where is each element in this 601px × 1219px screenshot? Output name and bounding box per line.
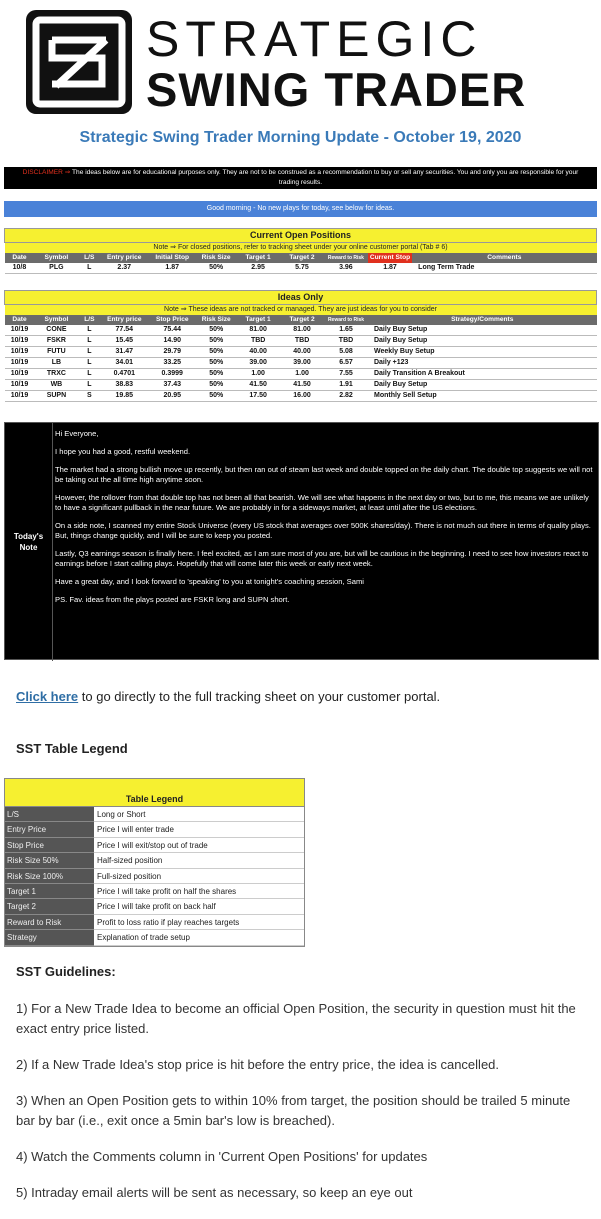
table-cell: 1.87 — [148, 263, 196, 274]
table-cell: 75.44 — [148, 325, 196, 336]
table-cell: Daily Buy Setup — [368, 380, 597, 391]
table-cell: 10/8 — [5, 263, 35, 274]
ideas-col-header: Target 1 — [236, 315, 280, 325]
legend-row — [5, 822, 304, 837]
table-cell: 39.00 — [236, 358, 280, 369]
ideas-col-header: Strategy/Comments — [368, 315, 597, 325]
guideline-item: 1) For a New Trade Idea to become an official Open Position, the security in question must hit the exact entry price listed. — [16, 1001, 576, 1036]
legend-heading: SST Table Legend — [16, 741, 128, 756]
guideline-item: 2) If a New Trade Idea's stop price is hit before the entry price, the idea is cancelled. — [16, 1057, 500, 1072]
legend-key: Target 1 — [5, 884, 94, 899]
table-cell: 0.4701 — [100, 369, 148, 380]
table-cell: 40.00 — [236, 347, 280, 358]
table-cell: 81.00 — [280, 325, 324, 336]
legend-value: Profit to loss ratio if play reaches targets — [94, 915, 304, 930]
table-cell: 50% — [196, 380, 236, 391]
table-cell: 10/19 — [5, 325, 35, 336]
table-cell: 16.00 — [280, 391, 324, 402]
open-col-header: Entry price — [100, 253, 148, 263]
guideline-item: 4) Watch the Comments column in 'Current Open Positions' for updates — [16, 1149, 428, 1164]
table-cell: Daily Buy Setup — [368, 325, 597, 336]
table-cell: 40.00 — [280, 347, 324, 358]
table-cell: Daily Transition A Breakout — [368, 369, 597, 380]
open-col-header: Symbol — [34, 253, 78, 263]
table-cell: 81.00 — [236, 325, 280, 336]
portal-link-rest: to go directly to the full tracking sheet on your customer portal. — [78, 689, 441, 704]
note-paragraph: Have a great day, and I look forward to 'speaking' to you at tonight's coaching session, Sami — [55, 577, 364, 586]
table-cell: LB — [34, 358, 78, 369]
legend-row — [5, 838, 304, 853]
legend-row — [5, 869, 304, 884]
table-cell: 50% — [196, 336, 236, 347]
ideas-col-header: Target 2 — [280, 315, 324, 325]
legend-value: Half-sized position — [94, 853, 304, 868]
guidelines-heading: SST Guidelines: — [16, 964, 116, 979]
table-cell: 77.54 — [100, 325, 148, 336]
table-cell: 37.43 — [148, 380, 196, 391]
table-cell: Daily +123 — [368, 358, 597, 369]
disclaimer-banner — [4, 167, 597, 189]
table-cell: 1.87 — [368, 263, 412, 274]
table-cell: Daily Buy Setup — [368, 336, 597, 347]
portal-link[interactable]: Click here — [16, 689, 79, 704]
table-cell: 2.37 — [100, 263, 148, 274]
table-cell: 15.45 — [100, 336, 148, 347]
legend-row — [5, 884, 304, 899]
logo-line-2: SWING TRADER — [146, 63, 527, 116]
legend-key: Target 2 — [5, 899, 94, 914]
ideas-col-header: Entry price — [100, 315, 148, 325]
legend-value: Full-sized position — [94, 869, 304, 884]
table-cell: 29.79 — [148, 347, 196, 358]
legend-row — [5, 853, 304, 868]
table-cell: 50% — [196, 263, 236, 274]
table-row — [5, 263, 597, 274]
legend-rows — [5, 807, 304, 946]
ideas-note: Note ⇒ These ideas are not tracked or managed. They are just ideas for you to consider — [5, 305, 597, 316]
table-cell: 10/19 — [5, 358, 35, 369]
table-cell: 50% — [196, 391, 236, 402]
table-cell: 0.3999 — [148, 369, 196, 380]
ideas-col-header: Symbol — [34, 315, 78, 325]
ideas-body — [5, 325, 597, 402]
open-col-header: Target 2 — [280, 253, 324, 263]
legend-value: Long or Short — [94, 807, 304, 822]
legend-key: Risk Size 100% — [5, 869, 94, 884]
table-cell: 38.83 — [100, 380, 148, 391]
note-paragraph: Hi Everyone, — [55, 429, 99, 438]
note-paragraph: The market had a strong bullish move up recently, but then ran out of steam last week and double topped on the daily chart. The double top suggests we will not be taking out the all time high anytime soon. — [55, 465, 593, 484]
open-col-header: Initial Stop — [148, 253, 196, 263]
ideas-col-header: Reward to Risk — [324, 315, 368, 325]
legend-value: Price I will take profit on half the shares — [94, 884, 304, 899]
note-paragraph: However, the rollover from that double top has not been all that bearish. We will see what happens in the next day or two, but to me, this means we are unlikely to have a significant pullback in the near future. We are probably in for a sideways market, at least until after the US elections. — [55, 493, 589, 512]
note-paragraph: Lastly, Q3 earnings season is finally here. I feel excited, as I am sure most of you are, but will be cautious in the beginning. I need to see how investors react to earnings before I start calling plays. Hopefully that will come later this week or early next week. — [55, 549, 589, 568]
ideas-col-header: Date — [5, 315, 35, 325]
page-title: Strategic Swing Trader Morning Update - October 19, 2020 — [79, 129, 522, 146]
table-cell: Long Term Trade — [412, 263, 596, 274]
portal-link-line — [16, 689, 440, 704]
legend-value: Price I will take profit on back half — [94, 899, 304, 914]
brand-logo — [26, 8, 581, 114]
table-row — [5, 391, 597, 402]
legend-row — [5, 930, 304, 945]
legend-row — [5, 807, 304, 822]
table-cell: 2.95 — [236, 263, 280, 274]
logo-line-1: STRATEGIC — [146, 11, 483, 67]
ideas-col-header: Risk Size — [196, 315, 236, 325]
table-row — [5, 358, 597, 369]
table-cell: 10/19 — [5, 347, 35, 358]
table-cell: TBD — [280, 336, 324, 347]
table-cell: L — [78, 263, 100, 274]
table-row — [5, 336, 597, 347]
table-cell: 33.25 — [148, 358, 196, 369]
legend-value: Price I will exit/stop out of trade — [94, 838, 304, 853]
legend-key: Stop Price — [5, 838, 94, 853]
table-cell: 50% — [196, 325, 236, 336]
table-cell: L — [78, 380, 100, 391]
table-cell: WB — [34, 380, 78, 391]
ideas-title: Ideas Only — [5, 291, 597, 305]
table-cell: FSKR — [34, 336, 78, 347]
note-paragraph: I hope you had a good, restful weekend. — [55, 447, 191, 456]
table-cell: 1.00 — [236, 369, 280, 380]
table-row — [5, 380, 597, 391]
table-cell: TRXC — [34, 369, 78, 380]
legend-key: Entry Price — [5, 822, 94, 837]
table-cell: 41.50 — [280, 380, 324, 391]
open-col-header: Comments — [412, 253, 596, 263]
table-cell: 50% — [196, 347, 236, 358]
morning-banner: Good morning - No new plays for today, see below for ideas. — [4, 201, 597, 217]
open-col-header: Target 1 — [236, 253, 280, 263]
table-cell: 17.50 — [236, 391, 280, 402]
table-cell: L — [78, 336, 100, 347]
table-cell: 14.90 — [148, 336, 196, 347]
table-cell: 10/19 — [5, 391, 35, 402]
open-col-header: Risk Size — [196, 253, 236, 263]
table-cell: FUTU — [34, 347, 78, 358]
legend-key: Risk Size 50% — [5, 853, 94, 868]
table-cell: 10/19 — [5, 380, 35, 391]
open-positions-header-row — [5, 253, 597, 263]
table-legend — [4, 778, 305, 947]
table-cell: 50% — [196, 369, 236, 380]
table-cell: 3.96 — [324, 263, 368, 274]
legend-key: Strategy — [5, 930, 94, 945]
table-cell: 10/19 — [5, 336, 35, 347]
open-col-header: L/S — [78, 253, 100, 263]
table-cell: 1.65 — [324, 325, 368, 336]
ideas-table — [4, 290, 597, 402]
table-cell: 5.75 — [280, 263, 324, 274]
table-cell: 31.47 — [100, 347, 148, 358]
table-cell: L — [78, 358, 100, 369]
table-row — [5, 347, 597, 358]
legend-value: Explanation of trade setup — [94, 930, 304, 945]
disclaimer-label: DISCLAIMER ⇒ — [22, 169, 71, 176]
ideas-col-header: Stop Price — [148, 315, 196, 325]
disclaimer-text: The ideas below are for educational purposes only. They are not to be construed as a recommendation to buy or sell any securities. You and only you are responsible for your trading results. — [72, 169, 579, 186]
table-cell: 5.08 — [324, 347, 368, 358]
open-positions-table — [4, 228, 597, 274]
guideline-item: 3) When an Open Position gets to within 10% from target, the position should be trailed 5 minute bar by bar (i.e., exit once a 5min bar's low is breached). — [16, 1093, 571, 1128]
guideline-item: 5) Intraday email alerts will be sent as necessary, so keep an eye out — [16, 1185, 413, 1200]
table-cell: 20.95 — [148, 391, 196, 402]
table-row — [5, 369, 597, 380]
open-positions-title: Current Open Positions — [5, 229, 597, 243]
todays-note-label: Today's Note — [5, 423, 53, 661]
note-paragraph: PS. Fav. ideas from the plays posted are FSKR long and SUPN short. — [55, 595, 290, 604]
note-paragraph: On a side note, I scanned my entire Stock Universe (every US stock that averages over 500K shares/day). There is not much out there in terms of quality plays. But, things change quickly, and I will be sure to keep you posted. — [55, 521, 591, 540]
legend-value: Price I will enter trade — [94, 822, 304, 837]
table-cell: 34.01 — [100, 358, 148, 369]
open-positions-note: Note ⇒ For closed positions, refer to tracking sheet under your online customer portal (Tab # 6) — [5, 243, 597, 254]
table-cell: CONE — [34, 325, 78, 336]
open-col-header: Reward to Risk — [324, 253, 368, 263]
ideas-col-header: L/S — [78, 315, 100, 325]
table-cell: SUPN — [34, 391, 78, 402]
todays-note-box — [4, 422, 599, 660]
table-cell: 2.82 — [324, 391, 368, 402]
open-col-header: Current Stop — [369, 254, 411, 261]
sst-logo-icon — [26, 10, 132, 114]
table-cell: S — [78, 391, 100, 402]
open-col-header: Date — [5, 253, 35, 263]
table-cell: TBD — [324, 336, 368, 347]
table-cell: TBD — [236, 336, 280, 347]
table-cell: L — [78, 325, 100, 336]
table-cell: 50% — [196, 358, 236, 369]
table-cell: Weekly Buy Setup — [368, 347, 597, 358]
table-cell: 1.91 — [324, 380, 368, 391]
open-positions-body — [5, 263, 597, 274]
table-cell: L — [78, 347, 100, 358]
legend-row — [5, 899, 304, 914]
table-cell: Monthly Sell Setup — [368, 391, 597, 402]
table-cell: 7.55 — [324, 369, 368, 380]
legend-key: L/S — [5, 807, 94, 822]
legend-row — [5, 915, 304, 930]
ideas-header-row — [5, 315, 597, 325]
legend-key: Reward to Risk — [5, 915, 94, 930]
table-cell: 19.85 — [100, 391, 148, 402]
table-cell: 10/19 — [5, 369, 35, 380]
table-cell: 1.00 — [280, 369, 324, 380]
table-cell: 6.57 — [324, 358, 368, 369]
table-row — [5, 325, 597, 336]
table-cell: 39.00 — [280, 358, 324, 369]
legend-title: Table Legend — [5, 779, 304, 807]
todays-note-body — [55, 429, 595, 613]
table-cell: L — [78, 369, 100, 380]
table-cell: 41.50 — [236, 380, 280, 391]
table-cell: PLG — [34, 263, 78, 274]
